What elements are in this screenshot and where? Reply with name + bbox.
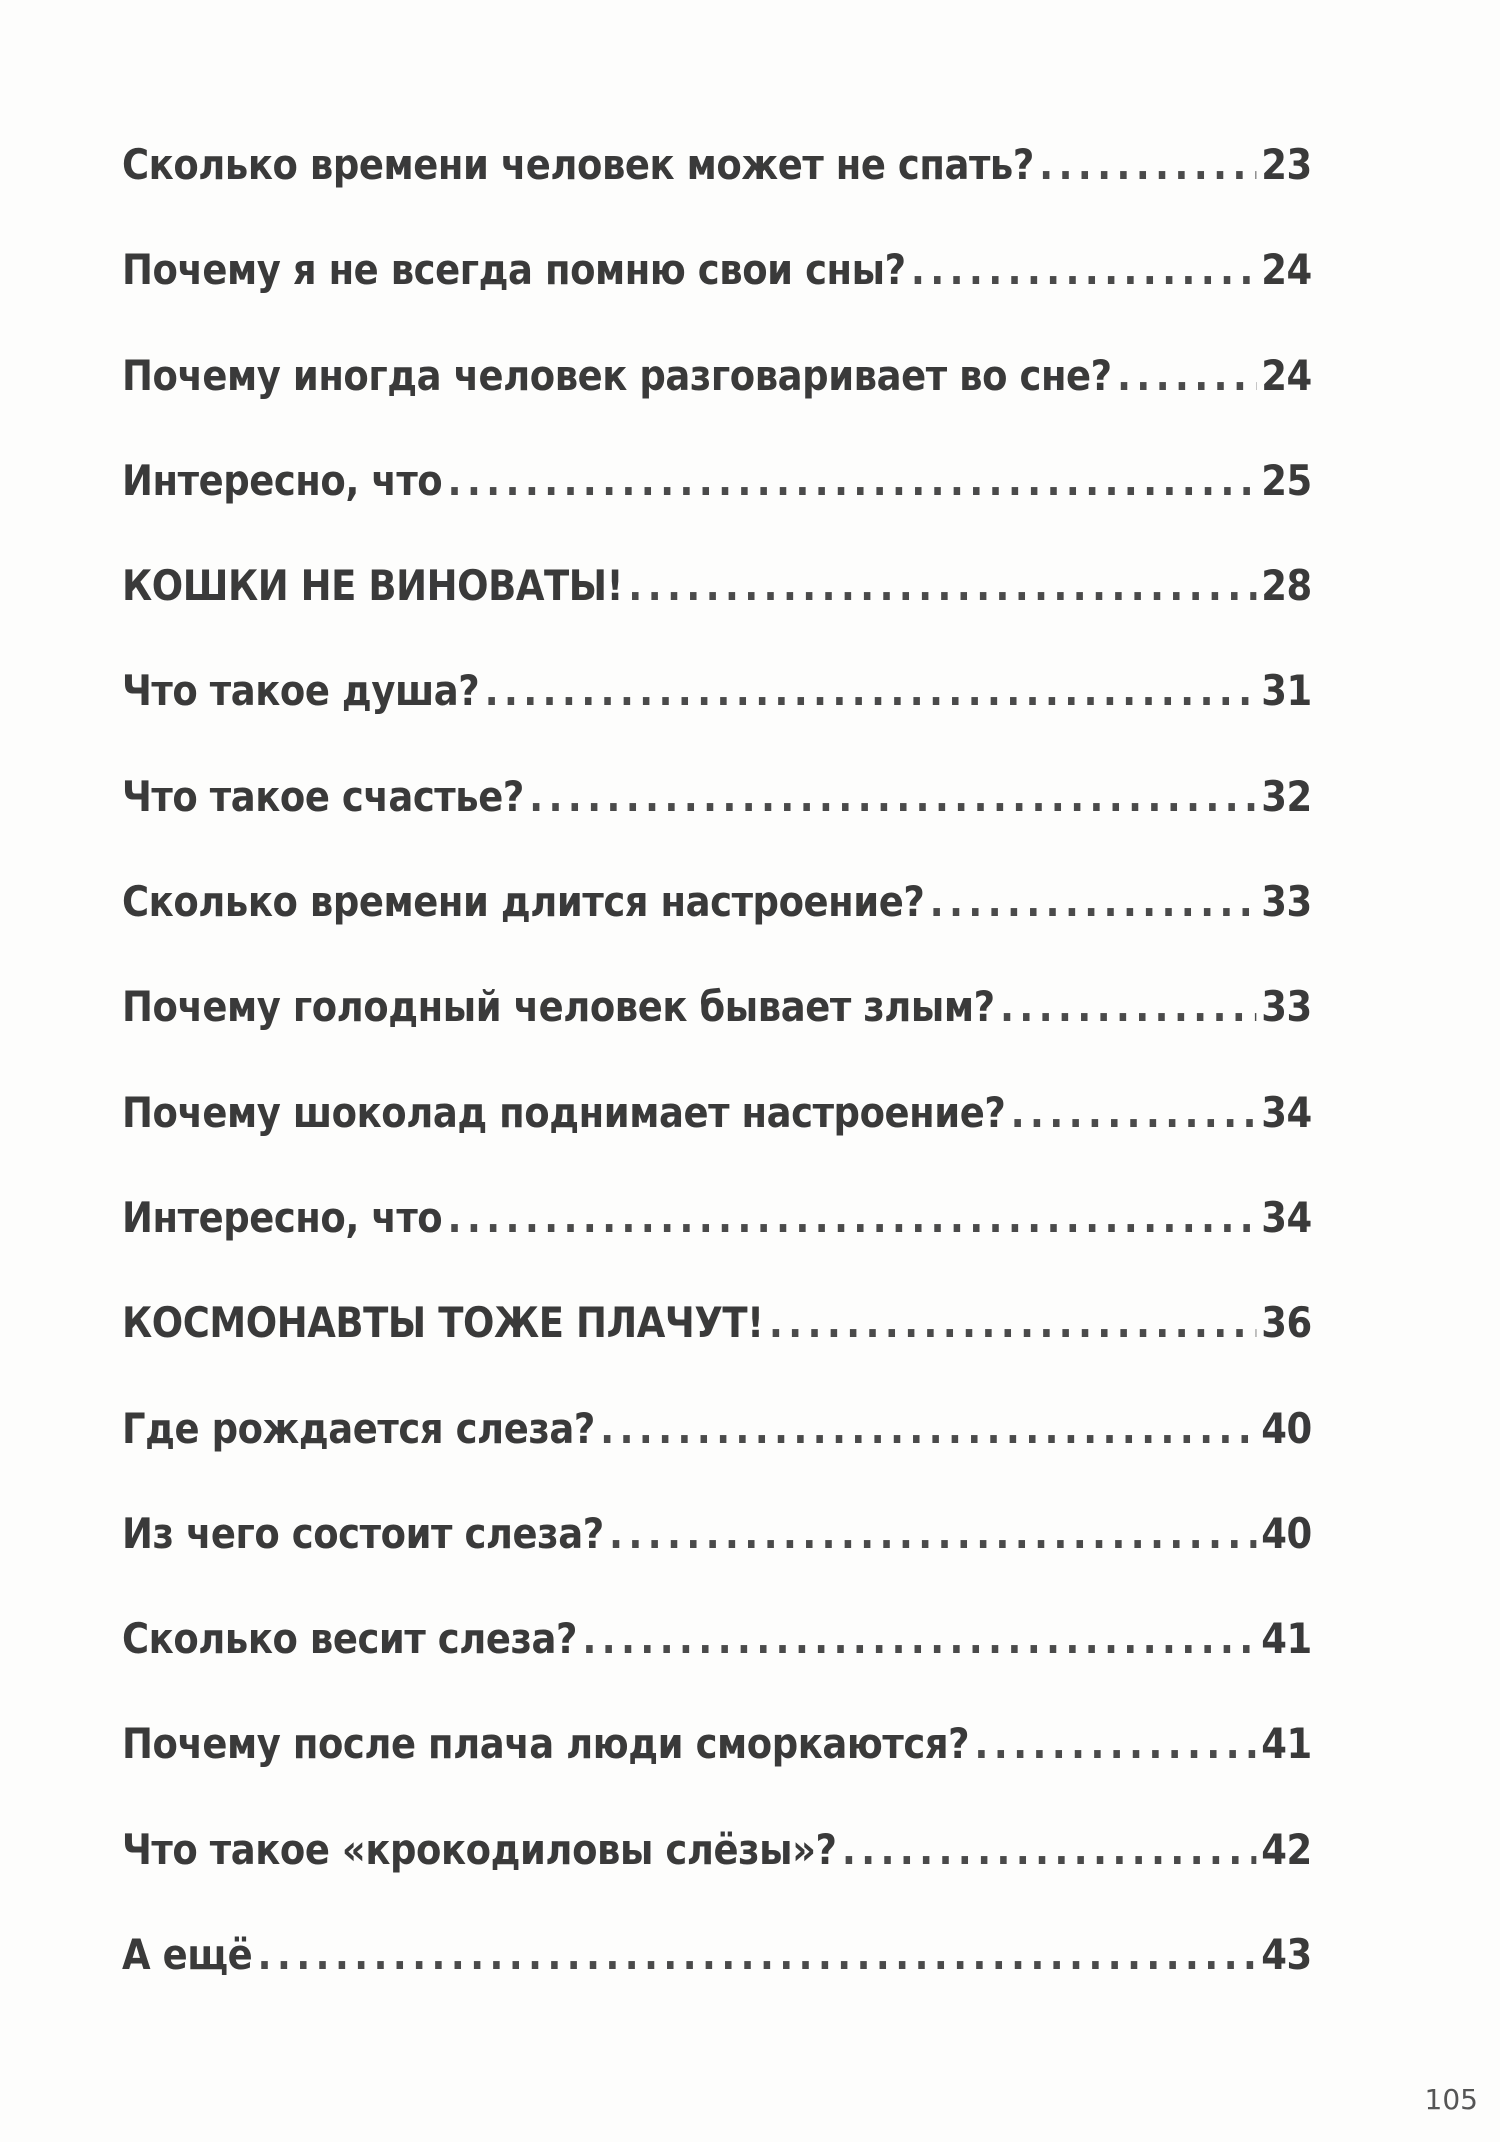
toc-entry-title: Почему голодный человек бывает злым?: [122, 982, 995, 1032]
dot-leader: [628, 561, 1256, 610]
toc-entry-page: 40: [1261, 1403, 1312, 1453]
toc-entry[interactable]: [122, 877, 1312, 982]
toc-entry-page: 25: [1261, 455, 1312, 505]
toc-entry-page: 36: [1261, 1298, 1312, 1348]
dot-leader: [930, 877, 1256, 926]
toc-entry[interactable]: [122, 140, 1312, 245]
toc-entry[interactable]: [122, 1719, 1312, 1824]
toc-entry-page: 31: [1261, 666, 1312, 716]
toc-entry-page: 43: [1261, 1930, 1312, 1980]
toc-entry[interactable]: [122, 1404, 1312, 1509]
toc-entry-page: 23: [1261, 140, 1312, 189]
toc-entry-page: 41: [1261, 1614, 1312, 1664]
toc-entry[interactable]: [122, 666, 1312, 771]
toc-entry[interactable]: [122, 245, 1312, 350]
toc-entry-page: 24: [1261, 245, 1312, 295]
toc-entry-title: Что такое «крокодиловы слёзы»?: [122, 1824, 837, 1874]
dot-leader: [448, 1193, 1256, 1242]
toc-entry[interactable]: [122, 982, 1312, 1087]
toc-entry[interactable]: [122, 1614, 1312, 1719]
toc-entry-title: Почему иногда человек разговаривает во сне?: [122, 350, 1112, 400]
table-of-contents: [122, 140, 1312, 2035]
toc-section-heading[interactable]: [122, 561, 1312, 666]
toc-entry[interactable]: [122, 1509, 1312, 1614]
toc-entry-title: Сколько времени длится настроение?: [122, 877, 925, 927]
toc-entry-title: Что такое душа?: [122, 666, 480, 716]
toc-entry-page: 41: [1261, 1719, 1312, 1769]
dot-leader: [769, 1298, 1256, 1347]
toc-entry-page: 40: [1261, 1508, 1312, 1558]
dot-leader: [1039, 140, 1256, 189]
toc-entry-page: 33: [1261, 982, 1312, 1032]
toc-entry-title: Интересно, что: [122, 455, 443, 505]
toc-entry-title: КОСМОНАВТЫ ТОЖЕ ПЛАЧУТ!: [122, 1298, 764, 1348]
toc-entry[interactable]: [122, 1930, 1312, 2035]
page-number: 105: [1424, 2083, 1478, 2116]
toc-entry-title: Из чего состоит слеза?: [122, 1508, 604, 1558]
dot-leader: [600, 1404, 1256, 1453]
toc-entry-title: Что такое счастье?: [122, 771, 524, 821]
toc-entry-page: 32: [1261, 771, 1312, 821]
toc-entry[interactable]: [122, 1193, 1312, 1298]
toc-entry-title: КОШКИ НЕ ВИНОВАТЫ!: [122, 561, 624, 611]
dot-leader: [609, 1509, 1256, 1558]
dot-leader: [485, 666, 1256, 715]
dot-leader: [974, 1719, 1255, 1768]
toc-entry-page: 42: [1261, 1824, 1312, 1874]
toc-entry-page: 24: [1261, 350, 1312, 400]
toc-entry-page: 33: [1261, 877, 1312, 927]
dot-leader: [1117, 351, 1256, 400]
toc-entry-title: Почему после плача люди сморкаются?: [122, 1719, 970, 1769]
toc-entry-page: 28: [1261, 561, 1312, 611]
toc-entry-title: Сколько времени человек может не спать?: [122, 140, 1034, 189]
toc-entry[interactable]: [122, 456, 1312, 561]
dot-leader: [529, 772, 1256, 821]
toc-entry-title: А ещё: [122, 1930, 253, 1980]
dot-leader: [1011, 1088, 1256, 1137]
toc-entry-title: Сколько весит слеза?: [122, 1614, 578, 1664]
toc-entry-title: Почему шоколад поднимает настроение?: [122, 1087, 1006, 1137]
toc-entry[interactable]: [122, 772, 1312, 877]
dot-leader: [258, 1930, 1256, 1979]
toc-entry-title: Интересно, что: [122, 1192, 443, 1242]
toc-entry-title: Почему я не всегда помню свои сны?: [122, 245, 906, 295]
toc-entry-title: Где рождается слеза?: [122, 1403, 595, 1453]
toc-section-heading[interactable]: [122, 1298, 1312, 1403]
toc-entry[interactable]: [122, 351, 1312, 456]
dot-leader: [1000, 982, 1256, 1031]
toc-entry-page: 34: [1261, 1087, 1312, 1137]
dot-leader: [911, 245, 1256, 294]
toc-entry[interactable]: [122, 1088, 1312, 1193]
dot-leader: [448, 456, 1256, 505]
dot-leader: [842, 1825, 1256, 1874]
dot-leader: [582, 1614, 1256, 1663]
toc-entry[interactable]: [122, 1825, 1312, 1930]
toc-entry-page: 34: [1261, 1192, 1312, 1242]
